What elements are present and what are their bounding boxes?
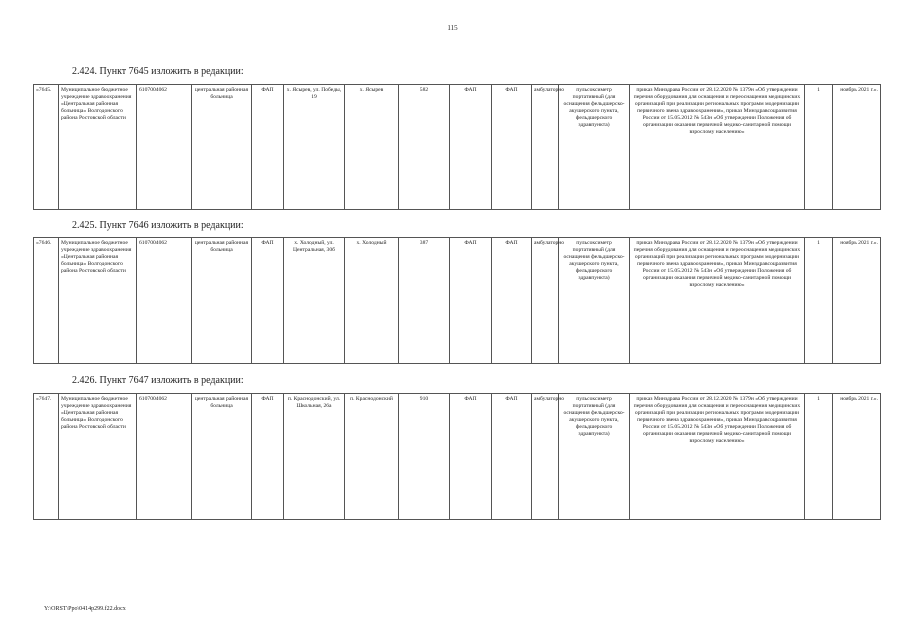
cell-unit-type: ФАП xyxy=(450,238,492,364)
section-heading-7645: 2.424. Пункт 7645 изложить в редакции: xyxy=(72,66,244,77)
cell-equipment: пульсоксиметр портативный (для оснащения фельдшерско-акушерского пункта, фельдшерского здравпункта) xyxy=(559,85,630,210)
cell-parent-org: центральная районная больница xyxy=(192,394,252,520)
cell-code: 6107004062 xyxy=(137,85,192,210)
cell-settlement: п. Краснодонский xyxy=(345,394,399,520)
cell-unit-kind: ФАП xyxy=(492,238,532,364)
table-row xyxy=(34,394,881,520)
cell-date: ноябрь 2021 г.». xyxy=(833,85,881,210)
cell-quantity: 1 xyxy=(805,238,833,364)
cell-equipment: пульсоксиметр портативный (для оснащения фельдшерско-акушерского пункта, фельдшерского здравпункта) xyxy=(559,238,630,364)
cell-population: 910 xyxy=(399,394,450,520)
cell-care-form: амбулаторно xyxy=(532,394,559,520)
cell-equipment: пульсоксиметр портативный (для оснащения фельдшерско-акушерского пункта, фельдшерского здравпункта) xyxy=(559,394,630,520)
cell-type: ФАП xyxy=(252,394,284,520)
table-row xyxy=(34,85,881,210)
cell-organization: Муниципальное бюджетное учреждение здравоохранения «Центральная районная больница» Волгодонского района Ростовской области xyxy=(59,394,137,520)
cell-unit-type: ФАП xyxy=(450,394,492,520)
cell-unit-kind: ФАП xyxy=(492,85,532,210)
cell-settlement: х. Ясырев xyxy=(345,85,399,210)
section-heading-7646: 2.425. Пункт 7646 изложить в редакции: xyxy=(72,220,244,231)
cell-number: «7646. xyxy=(34,238,59,364)
cell-unit-kind: ФАП xyxy=(492,394,532,520)
cell-organization: Муниципальное бюджетное учреждение здравоохранения «Центральная районная больница» Волгодонского района Ростовской области xyxy=(59,238,137,364)
page-number: 115 xyxy=(447,24,458,32)
cell-address: х. Ясырев, ул. Победы, 19 xyxy=(284,85,345,210)
cell-quantity: 1 xyxy=(805,394,833,520)
cell-population: 387 xyxy=(399,238,450,364)
cell-population: 582 xyxy=(399,85,450,210)
record-table-7645 xyxy=(33,84,881,210)
cell-unit-type: ФАП xyxy=(450,85,492,210)
section-heading-7647: 2.426. Пункт 7647 изложить в редакции: xyxy=(72,375,244,386)
footer-file-path: Y:\ORST\Ppo\0414p299.f22.docx xyxy=(44,606,126,612)
cell-date: ноябрь 2021 г.». xyxy=(833,394,881,520)
cell-legal-basis: приказ Минздрава России от 28.12.2020 № 1379н «Об утверждении перечня оборудования для оснащения и переоснащения медицинских организаций при реализации региональных программ модернизации первичного звена здравоохранения», приказ Минздравсоцразвития России от 15.05.2012 № 543н «Об утверждении Положения об организации оказания первичной медико-санитарной помощи взрослому населению» xyxy=(630,238,805,364)
cell-date: ноябрь 2021 г.». xyxy=(833,238,881,364)
cell-parent-org: центральная районная больница xyxy=(192,85,252,210)
record-table-7646 xyxy=(33,237,881,364)
cell-organization: Муниципальное бюджетное учреждение здравоохранения «Центральная районная больница» Волгодонского района Ростовской области xyxy=(59,85,137,210)
cell-legal-basis: приказ Минздрава России от 28.12.2020 № 1379н «Об утверждении перечня оборудования для оснащения и переоснащения медицинских организаций при реализации региональных программ модернизации первичного звена здравоохранения», приказ Минздравсоцразвития России от 15.05.2012 № 543н «Об утверждении Положения об организации оказания первичной медико-санитарной помощи взрослому населению» xyxy=(630,394,805,520)
cell-care-form: амбулаторно xyxy=(532,238,559,364)
cell-quantity: 1 xyxy=(805,85,833,210)
cell-parent-org: центральная районная больница xyxy=(192,238,252,364)
cell-code: 6107004062 xyxy=(137,394,192,520)
cell-address: п. Краснодонский, ул. Школьная, 26а xyxy=(284,394,345,520)
cell-type: ФАП xyxy=(252,85,284,210)
cell-code: 6107004062 xyxy=(137,238,192,364)
cell-care-form: амбулаторно xyxy=(532,85,559,210)
cell-type: ФАП xyxy=(252,238,284,364)
cell-settlement: х. Холодный xyxy=(345,238,399,364)
cell-number: «7647. xyxy=(34,394,59,520)
record-table-7647 xyxy=(33,393,881,520)
cell-address: х. Холодный, ул. Центральная, 30б xyxy=(284,238,345,364)
table-row xyxy=(34,238,881,364)
cell-number: «7645. xyxy=(34,85,59,210)
cell-legal-basis: приказ Минздрава России от 28.12.2020 № 1379н «Об утверждении перечня оборудования для оснащения и переоснащения медицинских организаций при реализации региональных программ модернизации первичного звена здравоохранения», приказ Минздравсоцразвития России от 15.05.2012 № 543н «Об утверждении Положения об организации оказания первичной медико-санитарной помощи взрослому населению» xyxy=(630,85,805,210)
